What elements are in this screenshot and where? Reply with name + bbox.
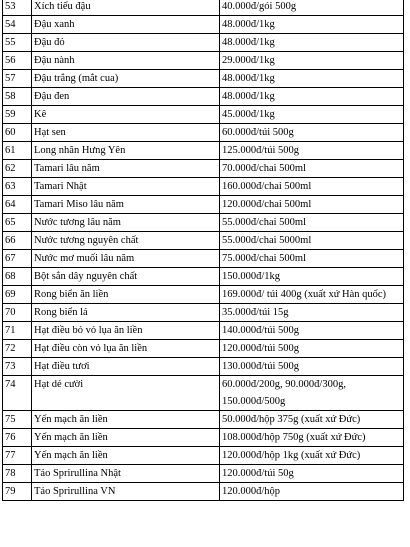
table-row [3, 358, 404, 376]
product-price: 55.000đ/chai 500ml [220, 214, 404, 232]
row-number: 79 [3, 483, 32, 501]
row-number: 71 [3, 322, 32, 340]
table-row [3, 465, 404, 483]
table-row [3, 214, 404, 232]
row-number: 62 [3, 160, 32, 178]
row-number: 57 [3, 70, 32, 88]
product-price: 48.000đ/1kg [220, 34, 404, 52]
row-number: 53 [3, 0, 32, 16]
product-name: Đậu đen [32, 88, 220, 106]
product-price: 120.000đ/hộp 1kg (xuất xứ Đức) [220, 447, 404, 465]
row-number: 66 [3, 232, 32, 250]
row-number: 73 [3, 358, 32, 376]
product-name: Rong biển lá [32, 304, 220, 322]
table-row [3, 322, 404, 340]
table-row [3, 447, 404, 465]
row-number: 67 [3, 250, 32, 268]
product-name: Hạt điều bỏ vỏ lụa ăn liền [32, 322, 220, 340]
product-price: 48.000đ/1kg [220, 16, 404, 34]
product-name: Tảo Sprirullina VN [32, 483, 220, 501]
table-row [3, 178, 404, 196]
product-price: 120.000đ/hộp [220, 483, 404, 501]
table-row [3, 52, 404, 70]
table-row [3, 429, 404, 447]
table-row [3, 286, 404, 304]
table-row [3, 411, 404, 429]
row-number: 55 [3, 34, 32, 52]
table-row [3, 106, 404, 124]
product-name: Hạt điều tươi [32, 358, 220, 376]
product-price: 55.000đ/chai 5000ml [220, 232, 404, 250]
row-number: 72 [3, 340, 32, 358]
row-number: 74 [3, 376, 32, 411]
product-price: 48.000đ/1kg [220, 88, 404, 106]
product-price: 45.000đ/1kg [220, 106, 404, 124]
product-price: 70.000đ/chai 500ml [220, 160, 404, 178]
product-name: Đậu trắng (mắt cua) [32, 70, 220, 88]
table-row [3, 232, 404, 250]
product-price: 108.000đ/hộp 750g (xuất xứ Đức) [220, 429, 404, 447]
product-name: Long nhãn Hưng Yên [32, 142, 220, 160]
row-number: 78 [3, 465, 32, 483]
row-number: 58 [3, 88, 32, 106]
table-row [3, 376, 404, 411]
product-name: Nước tương lâu năm [32, 214, 220, 232]
row-number: 59 [3, 106, 32, 124]
price-line: 60.000đ/200g, 90.000đ/300g, [222, 379, 346, 390]
product-name: Đậu xanh [32, 16, 220, 34]
product-price: 140.000đ/túi 500g [220, 322, 404, 340]
row-number: 61 [3, 142, 32, 160]
table-row [3, 70, 404, 88]
table-row [3, 142, 404, 160]
product-name: Tảo Sprirullina Nhật [32, 465, 220, 483]
table-row [3, 88, 404, 106]
product-name: Bột sắn dây nguyên chất [32, 268, 220, 286]
product-price: 35.000đ/túi 15g [220, 304, 404, 322]
product-price: 160.000đ/chai 500ml [220, 178, 404, 196]
product-price: 150.000đ/1kg [220, 268, 404, 286]
product-name: Yến mạch ăn liền [32, 429, 220, 447]
row-number: 68 [3, 268, 32, 286]
table-row [3, 250, 404, 268]
product-price: 120.000đ/túi 500g [220, 340, 404, 358]
table-row [3, 0, 404, 16]
product-price: 48.000đ/1kg [220, 70, 404, 88]
table-row [3, 340, 404, 358]
product-name: Hạt điều còn vỏ lụa ăn liền [32, 340, 220, 358]
table-row [3, 160, 404, 178]
row-number: 70 [3, 304, 32, 322]
row-number: 77 [3, 447, 32, 465]
product-name: Nước tương nguyên chất [32, 232, 220, 250]
product-price: 120.000đ/túi 50g [220, 465, 404, 483]
row-number: 63 [3, 178, 32, 196]
product-price: 75.000đ/chai 500ml [220, 250, 404, 268]
price-list-sheet [2, 0, 404, 501]
product-price: 169.000đ/ túi 400g (xuất xứ Hàn quốc) [220, 286, 404, 304]
product-price [220, 376, 404, 411]
product-price: 130.000đ/túi 500g [220, 358, 404, 376]
row-number: 60 [3, 124, 32, 142]
product-name: Rong biển ăn liền [32, 286, 220, 304]
product-price: 50.000đ/hộp 375g (xuất xứ Đức) [220, 411, 404, 429]
product-name: Đậu nành [32, 52, 220, 70]
product-name: Tamari Miso lâu năm [32, 196, 220, 214]
row-number: 64 [3, 196, 32, 214]
row-number: 54 [3, 16, 32, 34]
table-row [3, 196, 404, 214]
table-row [3, 268, 404, 286]
table-row [3, 16, 404, 34]
product-name: Tamari lâu năm [32, 160, 220, 178]
row-number: 56 [3, 52, 32, 70]
product-name: Đậu đỏ [32, 34, 220, 52]
product-price: 60.000đ/túi 500g [220, 124, 404, 142]
product-name: Hạt sen [32, 124, 220, 142]
product-price: 29.000đ/1kg [220, 52, 404, 70]
price-table-body [3, 0, 404, 501]
table-row [3, 124, 404, 142]
row-number: 76 [3, 429, 32, 447]
product-name: Tamari Nhật [32, 178, 220, 196]
product-price: 125.000đ/túi 500g [220, 142, 404, 160]
table-row [3, 34, 404, 52]
product-name: Hạt dẻ cười [32, 376, 220, 411]
row-number: 65 [3, 214, 32, 232]
product-name: Xích tiểu đậu [32, 0, 220, 16]
price-table [2, 0, 404, 501]
row-number: 69 [3, 286, 32, 304]
product-name: Nước mơ muối lâu năm [32, 250, 220, 268]
product-price: 120.000đ/chai 500ml [220, 196, 404, 214]
row-number: 75 [3, 411, 32, 429]
price-line: 150.000đ/500g [222, 396, 286, 407]
table-row [3, 304, 404, 322]
product-name: Kê [32, 106, 220, 124]
table-row [3, 483, 404, 501]
product-name: Yến mạch ăn liền [32, 411, 220, 429]
product-name: Yến mạch ăn liền [32, 447, 220, 465]
product-price: 40.000đ/gói 500g [220, 0, 404, 16]
